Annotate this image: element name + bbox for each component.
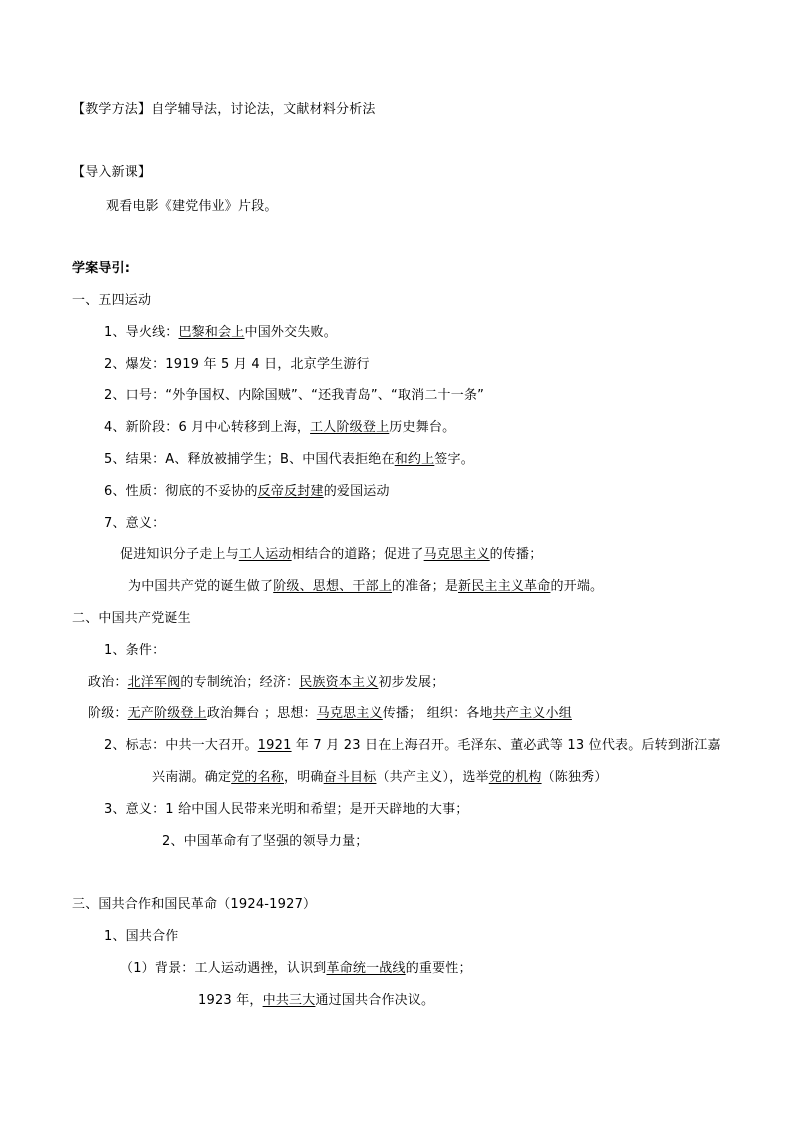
section1-line-8 bbox=[120, 546, 542, 564]
underlined-term: 革命统一战线 bbox=[326, 961, 406, 976]
text-run: （1）背景：工人运动遇挫，认识到 bbox=[120, 961, 327, 976]
intro-heading: 【导入新课】 bbox=[72, 165, 152, 180]
text-run: 6、性质：彻底的不妥协的 bbox=[104, 484, 258, 499]
text-run: 中国外交失败。 bbox=[244, 325, 337, 340]
section1-title: 一、五四运动 bbox=[72, 293, 152, 308]
text-run: 签字。 bbox=[434, 452, 474, 467]
text-run: 相结合的道路；促进了 bbox=[291, 547, 424, 562]
text-run: 2、标志：中共一大召开。 bbox=[104, 738, 258, 753]
text-run: 1923 年， bbox=[198, 993, 263, 1008]
section2-line-5 bbox=[152, 769, 608, 787]
section1-line-2: 2、爆发：1919 年 5 月 4 日，北京学生游行 bbox=[104, 357, 370, 372]
text-run: 阶级： bbox=[88, 706, 128, 721]
underlined-term: 工人运动 bbox=[238, 547, 292, 562]
text-run: 政治舞台 ；思想： bbox=[206, 706, 317, 721]
text-run: 促进知识分子走上与 bbox=[120, 547, 239, 562]
text-run: 通过国共合作决议。 bbox=[315, 993, 435, 1008]
text-run: 5、结果：A、释放被捕学生；B、中国代表拒绝在 bbox=[104, 452, 395, 467]
underlined-term: 1921 bbox=[257, 738, 292, 753]
underlined-term: 党的机构 bbox=[488, 770, 542, 785]
section2-line-1: 1、条件： bbox=[104, 643, 166, 658]
section1-line-4 bbox=[104, 419, 455, 437]
text-run: 的专制统治；经济： bbox=[180, 675, 300, 690]
text-run: ，明确 bbox=[284, 770, 324, 785]
section3-line-3 bbox=[198, 992, 434, 1010]
text-run: 历史舞台。 bbox=[389, 420, 456, 435]
section1-line-7: 7、意义： bbox=[104, 516, 166, 531]
text-run: 年 7 月 23 日在上海召开。毛泽东、董必武等 13 位代表。后转到浙江嘉 bbox=[291, 738, 721, 753]
section1-line-3: 2、口号：“外争国权、内除国贼”、“还我青岛”、“取消二十一条” bbox=[104, 388, 485, 403]
section2-line-3 bbox=[88, 705, 572, 723]
text-run: 的重要性； bbox=[405, 961, 472, 976]
section3-line-2 bbox=[120, 960, 472, 978]
underlined-term: 反帝反封建 bbox=[257, 484, 324, 499]
underlined-term: 阶级、思想、干部上 bbox=[273, 579, 393, 594]
section1-line-6 bbox=[104, 483, 390, 501]
text-run: 的开端。 bbox=[550, 579, 604, 594]
underlined-term: 党的名称 bbox=[231, 770, 285, 785]
section3-line-1: 1、国共合作 bbox=[104, 929, 179, 944]
text-run: 1、导火线： bbox=[104, 325, 179, 340]
text-run: 4、新阶段：6 月中心转移到上海， bbox=[104, 420, 311, 435]
underlined-term: 工人阶级登上 bbox=[310, 420, 390, 435]
teaching-method-text: 自学辅导法，讨论法，文献材料分析法 bbox=[151, 102, 376, 117]
underlined-term: 和约上 bbox=[394, 452, 435, 467]
text-run: 传播； 组织：各地 bbox=[382, 706, 493, 721]
section2-line-4 bbox=[104, 737, 721, 755]
text-run: （陈独秀） bbox=[541, 770, 608, 785]
underlined-term: 中共三大 bbox=[262, 993, 316, 1008]
underlined-term: 新民主主义革命 bbox=[458, 579, 551, 594]
text-run: 初步发展； bbox=[378, 675, 445, 690]
underlined-term: 共产主义小组 bbox=[492, 706, 572, 721]
text-run: 的爱国运动 bbox=[323, 484, 390, 499]
teaching-method-line bbox=[72, 101, 376, 119]
section2-line-2 bbox=[88, 674, 444, 692]
section1-line-9 bbox=[128, 578, 603, 596]
guide-heading: 学案导引: bbox=[72, 261, 131, 276]
text-run: 的准备；是 bbox=[392, 579, 459, 594]
teaching-method-label: 【教学方法】 bbox=[72, 102, 152, 117]
text-run: 政治： bbox=[88, 675, 128, 690]
underlined-term: 马克思主义 bbox=[423, 547, 490, 562]
section2-line-7: 2、中国革命有了坚强的领导力量； bbox=[162, 834, 369, 849]
underlined-term: 民族资本主义 bbox=[299, 675, 379, 690]
section2-line-6: 3、意义：1 给中国人民带来光明和希望；是开天辟地的大事； bbox=[104, 802, 469, 817]
text-run: 兴南湖。确定 bbox=[152, 770, 232, 785]
text-run: 的传播； bbox=[489, 547, 543, 562]
underlined-term: 无产阶级登上 bbox=[127, 706, 207, 721]
section2-title: 二、中国共产党诞生 bbox=[72, 611, 191, 626]
section3-title: 三、国共合作和国民革命（1924-1927） bbox=[72, 897, 317, 912]
intro-text: 观看电影《建党伟业》片段。 bbox=[106, 199, 278, 214]
text-run: （共产主义），选举 bbox=[376, 770, 489, 785]
underlined-term: 巴黎和会上 bbox=[178, 325, 245, 340]
section1-line-1 bbox=[104, 324, 337, 342]
underlined-term: 北洋军阀 bbox=[127, 675, 181, 690]
text-run: 为中国共产党的诞生做了 bbox=[128, 579, 274, 594]
underlined-term: 奋斗目标 bbox=[323, 770, 377, 785]
section1-line-5 bbox=[104, 451, 474, 469]
underlined-term: 马克思主义 bbox=[316, 706, 383, 721]
